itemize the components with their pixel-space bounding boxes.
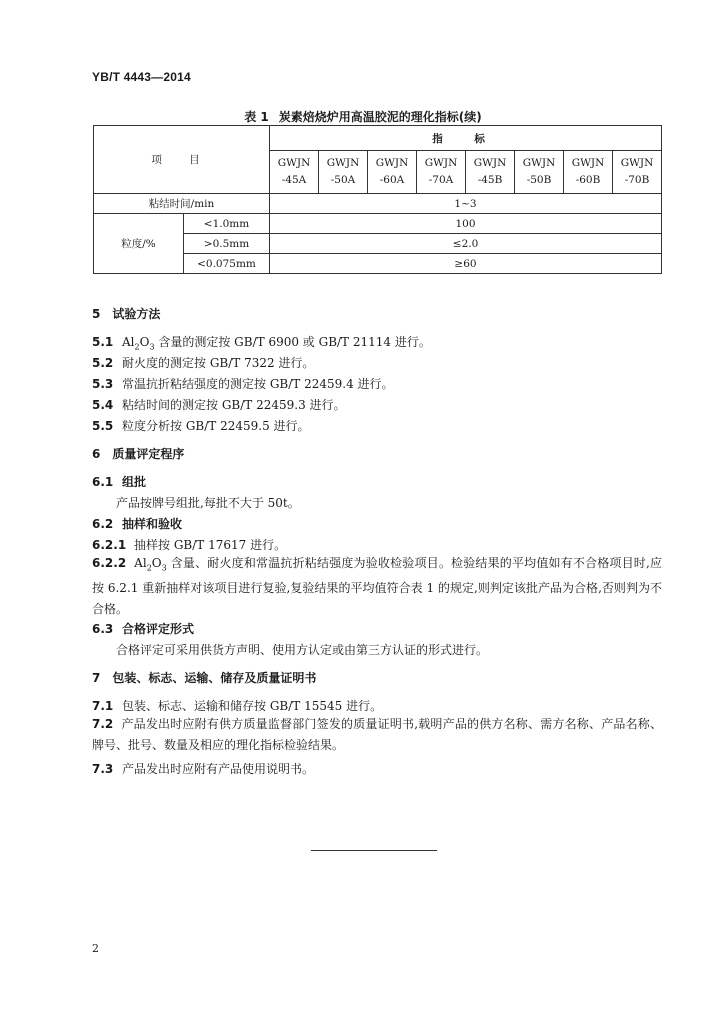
section-5-heading: 5 试验方法 <box>92 307 161 321</box>
clause-6-2-2: 6.2.2 $Al_2O_3$ 含量、耐火度和常温抗折粘结强度为验收检验项目。检验结果的平均值如有不合格项目时,应按 6.2.1 重新抽样对该项目进行复验,复验结果的平均值符合表 1 的规定,则判定该批产品为合格,否则判为不合格。 <box>92 556 662 617</box>
end-rule <box>311 850 437 851</box>
grade-cell: GWJN -50B <box>515 151 564 194</box>
grade-cell: GWJN -45B <box>466 151 515 194</box>
granularity-size: >0.5mm <box>184 234 270 254</box>
clause-6-3: 6.3 合格评定形式 <box>92 622 195 636</box>
grade-cell: GWJN -60A <box>368 151 417 194</box>
table-caption: 炭素焙烧炉用高温胶泥的理化指标(续) <box>278 110 482 124</box>
grade-cell: GWJN -60B <box>564 151 613 194</box>
clause-6-1-text: 产品按牌号组批,每批不大于 50t。 <box>116 496 300 510</box>
granularity-value: 100 <box>270 214 662 234</box>
grade-cell: GWJN -70B <box>613 151 662 194</box>
granularity-value: ≥60 <box>270 254 662 274</box>
grade-cell: GWJN -70A <box>417 151 466 194</box>
table-number: 表 1 <box>244 110 269 124</box>
clause-5-1: 5.1 $Al_2O_3$ 含量的测定按 GB/T 6900 或 GB/T 21114 进行。 <box>92 335 431 352</box>
spec-table <box>93 125 662 274</box>
clause-5-3: 5.3 常温抗折粘结强度的测定按 GB/T 22459.4 进行。 <box>92 377 394 391</box>
clause-7-2: 7.2 产品发出时应附有供方质量监督部门签发的质量证明书,载明产品的供方名称、需方名称、产品名称、牌号、批号、数量及相应的理化指标检验结果。 <box>92 717 662 752</box>
page-number: 2 <box>92 942 99 955</box>
clause-6-2: 6.2 抽样和验收 <box>92 517 183 531</box>
clause-5-2: 5.2 耐火度的测定按 GB/T 7322 进行。 <box>92 356 315 370</box>
grade-cell: GWJN -50A <box>319 151 368 194</box>
bond-time-label: 粘结时间/min <box>94 194 270 214</box>
table-title <box>0 108 726 125</box>
clause-6-1: 6.1 组批 <box>92 475 147 489</box>
section-7-heading: 7 包装、标志、运输、储存及质量证明书 <box>92 671 317 685</box>
granularity-label: 粒度/% <box>94 214 184 274</box>
standard-number: YB/T 4443—2014 <box>92 70 191 84</box>
clause-7-3: 7.3 产品发出时应附有产品使用说明书。 <box>92 762 315 776</box>
clause-5-4: 5.4 粘结时间的测定按 GB/T 22459.3 进行。 <box>92 398 346 412</box>
index-header: 指 标 <box>270 126 662 151</box>
grade-cell: GWJN -45A <box>270 151 319 194</box>
granularity-value: ≤2.0 <box>270 234 662 254</box>
clause-7-1: 7.1 包装、标志、运输和储存按 GB/T 15545 进行。 <box>92 699 383 713</box>
clause-5-5: 5.5 粒度分析按 GB/T 22459.5 进行。 <box>92 419 310 433</box>
granularity-size: <0.075mm <box>184 254 270 274</box>
clause-6-3-text: 合格评定可采用供货方声明、使用方认定或由第三方认证的形式进行。 <box>116 643 489 657</box>
section-6-heading: 6 质量评定程序 <box>92 447 185 461</box>
bond-time-value: 1~3 <box>270 194 662 214</box>
clause-6-2-1: 6.2.1 抽样按 GB/T 17617 进行。 <box>92 538 287 552</box>
item-header: 项 目 <box>94 126 270 194</box>
granularity-size: <1.0mm <box>184 214 270 234</box>
